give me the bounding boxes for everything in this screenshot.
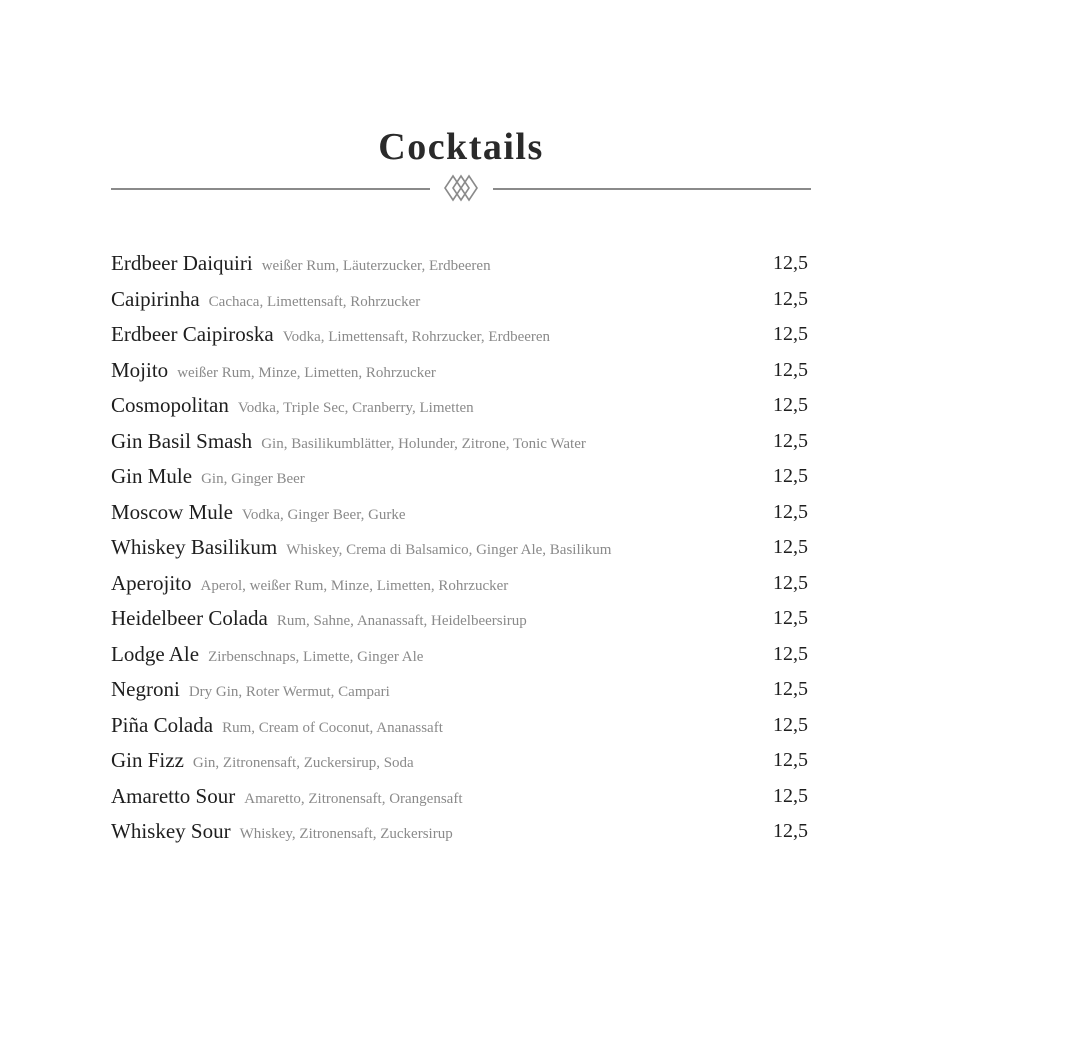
cocktail-price: 12,5 <box>773 287 808 310</box>
cocktail-ingredients: weißer Rum, Läuterzucker, Erdbeeren <box>261 258 491 274</box>
cocktail-name: Mojito <box>111 357 169 382</box>
cocktail-price: 12,5 <box>773 571 808 594</box>
cocktail-name: Aperojito <box>111 570 192 595</box>
title-divider <box>111 172 811 208</box>
cocktail-price: 12,5 <box>773 607 808 629</box>
list-item <box>111 424 808 460</box>
cocktail-name: Heidelbeer Colada <box>111 606 268 630</box>
divider-line-right <box>493 188 811 190</box>
cocktail-name: Whiskey Basilikum <box>111 535 278 559</box>
cocktail-price: 12,5 <box>773 784 808 807</box>
list-item <box>111 530 808 566</box>
cocktail-ingredients: Rum, Sahne, Ananassaft, Heidelbeersirup <box>276 613 527 629</box>
cocktail-list <box>111 246 808 850</box>
list-item <box>111 672 808 708</box>
cocktail-ingredients: Vodka, Limettensaft, Rohrzucker, Erdbeeren <box>282 329 551 345</box>
cocktail-name: Moscow Mule <box>111 499 233 524</box>
list-item <box>111 282 808 318</box>
cocktail-name: Gin Fizz <box>111 748 184 772</box>
cocktail-ingredients: weißer Rum, Minze, Limetten, Rohrzucker <box>177 364 436 381</box>
cocktail-ingredients: Vodka, Ginger Beer, Gurke <box>241 506 406 523</box>
cocktail-ingredients: Zirbenschnaps, Limette, Ginger Ale <box>208 648 424 665</box>
cocktail-name: Gin Mule <box>111 464 193 488</box>
cocktail-price: 12,5 <box>773 358 808 381</box>
cocktail-price: 12,5 <box>773 500 808 523</box>
page-title: Cocktails <box>378 126 544 169</box>
cocktail-name: Whiskey Sour <box>111 819 231 843</box>
cocktail-name: Cosmopolitan <box>111 393 229 417</box>
cocktail-price: 12,5 <box>773 323 808 345</box>
cocktail-name: Piña Colada <box>111 712 214 737</box>
list-item <box>111 743 808 779</box>
list-item <box>111 814 808 850</box>
cocktail-ingredients: Rum, Cream of Coconut, Ananassaft <box>222 719 443 736</box>
list-item <box>111 637 808 673</box>
list-item <box>111 708 808 744</box>
cocktail-name: Amaretto Sour <box>111 783 236 808</box>
cocktail-price: 12,5 <box>773 713 808 736</box>
cocktail-price: 12,5 <box>773 536 808 558</box>
list-item <box>111 246 808 282</box>
list-item <box>111 317 808 353</box>
cocktail-name: Lodge Ale <box>111 641 200 666</box>
cocktail-ingredients: Whiskey, Zitronensaft, Zuckersirup <box>239 826 453 842</box>
cocktail-ingredients: Aperol, weißer Rum, Minze, Limetten, Rohrzucker <box>200 577 509 594</box>
list-item <box>111 459 808 495</box>
list-item <box>111 601 808 637</box>
cocktail-ingredients: Gin, Ginger Beer <box>201 471 305 487</box>
cocktail-ingredients: Dry Gin, Roter Wermut, Campari <box>188 684 390 700</box>
cocktail-ingredients: Whiskey, Crema di Balsamico, Ginger Ale, Basilikum <box>286 542 612 558</box>
list-item <box>111 566 808 602</box>
cocktail-price: 12,5 <box>773 820 808 842</box>
cocktail-price: 12,5 <box>773 394 808 416</box>
cocktail-price: 12,5 <box>773 465 808 487</box>
cocktail-price: 12,5 <box>773 429 808 452</box>
cocktail-ingredients: Cachaca, Limettensaft, Rohrzucker <box>208 293 421 310</box>
list-item <box>111 353 808 389</box>
cocktail-ingredients: Vodka, Triple Sec, Cranberry, Limetten <box>237 400 474 416</box>
cocktail-price: 12,5 <box>773 678 808 700</box>
cocktail-ingredients: Gin, Basilikumblätter, Holunder, Zitrone, Tonic Water <box>261 435 586 452</box>
cocktail-price: 12,5 <box>773 749 808 771</box>
cocktail-name: Erdbeer Caipiroska <box>111 322 274 346</box>
cocktail-name: Negroni <box>111 677 180 701</box>
divider-line-left <box>111 188 430 190</box>
cocktail-price: 12,5 <box>773 252 808 274</box>
list-item <box>111 495 808 531</box>
cocktail-price: 12,5 <box>773 642 808 665</box>
cocktail-name: Caipirinha <box>111 286 200 311</box>
cocktail-ingredients: Gin, Zitronensaft, Zuckersirup, Soda <box>192 755 414 771</box>
cocktail-ingredients: Amaretto, Zitronensaft, Orangensaft <box>244 790 463 807</box>
cocktail-name: Erdbeer Daiquiri <box>111 251 253 275</box>
interlocking-diamonds-icon <box>443 172 479 204</box>
list-item <box>111 388 808 424</box>
cocktail-name: Gin Basil Smash <box>111 428 253 453</box>
list-item <box>111 779 808 815</box>
